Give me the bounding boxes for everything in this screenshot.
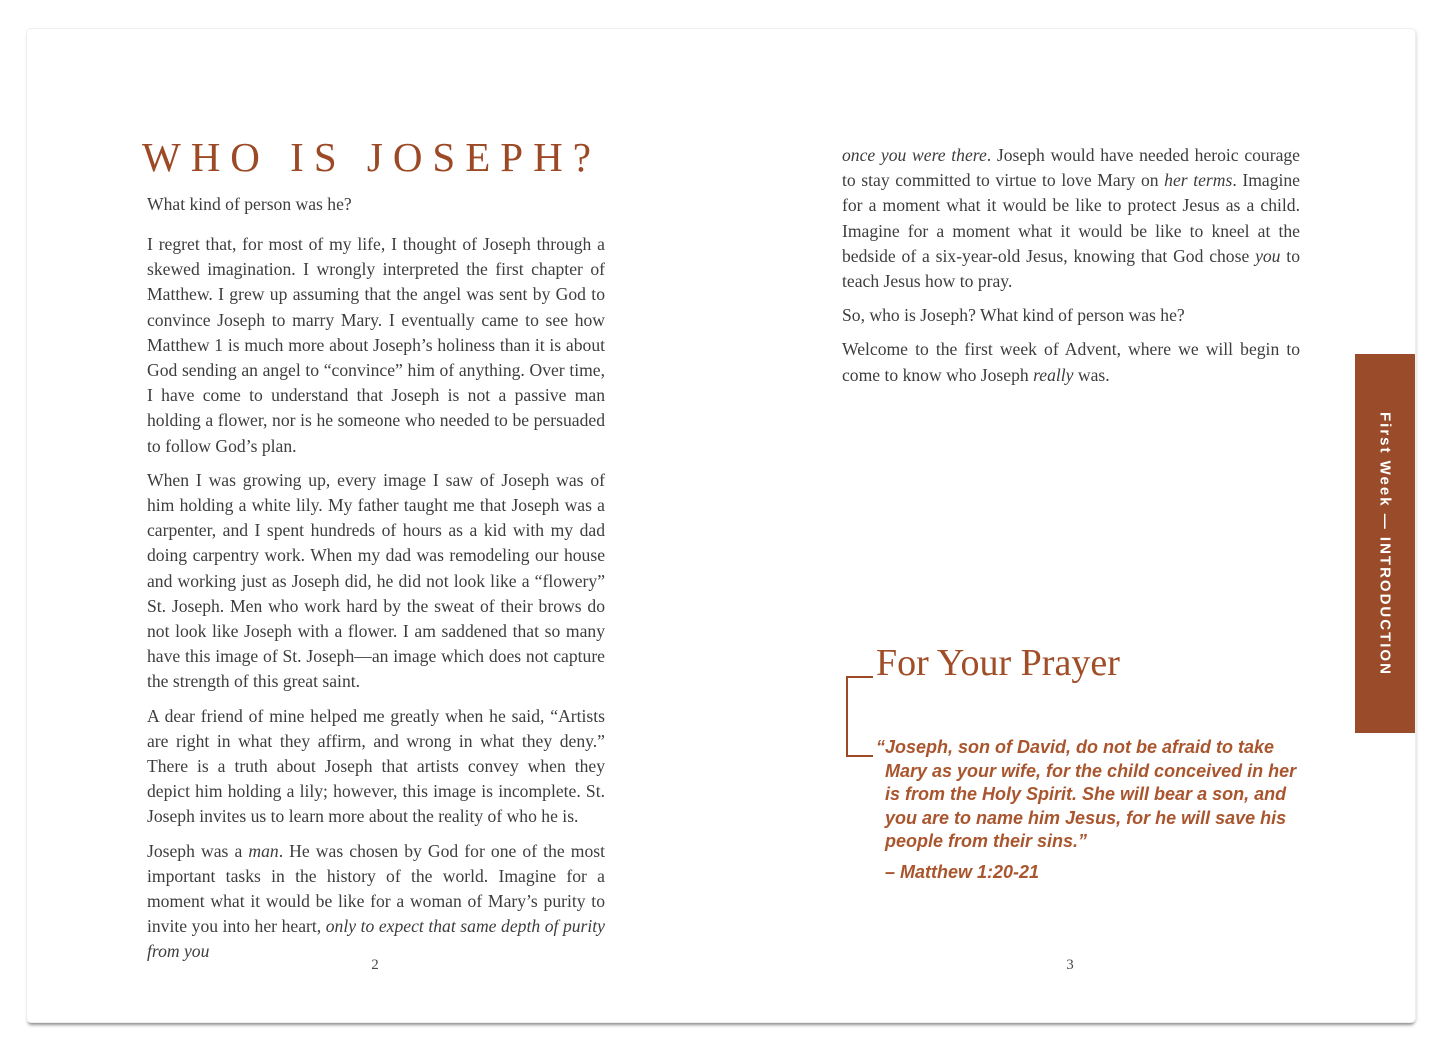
prayer-scripture-quote: “Joseph, son of David, do not be afraid to take Mary as your wife, for the child conceived in her is from the Holy Spirit. She will bear a son, and you are to name him Jesus, for he will save his people from their sins.” <box>876 737 1297 851</box>
prayer-bracket-decoration <box>846 676 873 757</box>
paragraph: once you were there. Joseph would have needed heroic courage to stay committed to virtue to love Mary on her terms. Imagine for a moment what it would be like to protect Jesus as a child. Imagine for a moment what it would be like to kneel at the bedside of a six-year-old Jesus, knowing that God chose you to teach Jesus how to pray. <box>842 145 1300 292</box>
chapter-side-tab <box>1355 354 1415 733</box>
page-subtitle: What kind of person was he? <box>147 194 352 214</box>
paragraph: Joseph was a man. He was chosen by God for one of the most important tasks in the history of the world. Imagine for a moment what it would be like for a woman of Mary’s purity to invite you into her heart, only to expect that same depth of purity from you <box>147 840 605 962</box>
book-spread <box>27 29 1415 1022</box>
chapter-side-tab-label: First Week — INTRODUCTION <box>1376 411 1394 676</box>
paragraph: So, who is Joseph? What kind of person was he? <box>842 305 1185 326</box>
paragraph: Welcome to the first week of Advent, where we will begin to come to know who Joseph really was. <box>842 339 1300 385</box>
prayer-scripture-attribution: – Matthew 1:20-21 <box>885 862 1040 882</box>
page-number-left: 2 <box>371 957 379 973</box>
page-number-right: 3 <box>1066 957 1074 973</box>
paragraph: When I was growing up, every image I saw of Joseph was of him holding a white lily. My father taught me that Joseph was a carpenter, and I spent hundreds of hours as a kid with my dad doing carpentry work. When my dad was remodeling our house and working just as Joseph did, he did not look like a “flowery” St. Joseph. Men who work hard by the sweat of their brows do not look like Joseph with a flower. I am saddened that so many have this image of St. Joseph—an image which does not capture the strength of this great saint. <box>147 469 605 692</box>
right-body-column <box>842 143 1300 397</box>
paragraph: A dear friend of mine helped me greatly when he said, “Artists are right in what they affirm, and wrong in what they deny.” There is a truth about Joseph that artists convey when they depict him holding a lily; however, this image is incomplete. St. Joseph invites us to learn more about the reality of who he is. <box>147 705 605 827</box>
prayer-heading: For Your Prayer <box>876 642 1120 684</box>
left-body-column <box>147 232 605 974</box>
page-title: WHO IS JOSEPH? <box>142 134 601 180</box>
paragraph: I regret that, for most of my life, I thought of Joseph through a skewed imagination. I wrongly interpreted the first chapter of Matthew. I grew up assuming that the angel was sent by God to convince Joseph to marry Mary. I eventually came to see how Matthew 1 is much more about Joseph’s holiness than it is about God sending an angel to “convince” him of anything. Over time, I have come to understand that Joseph is not a passive man holding a flower, nor is he someone who needed to be persuaded to follow God’s plan. <box>147 234 605 456</box>
